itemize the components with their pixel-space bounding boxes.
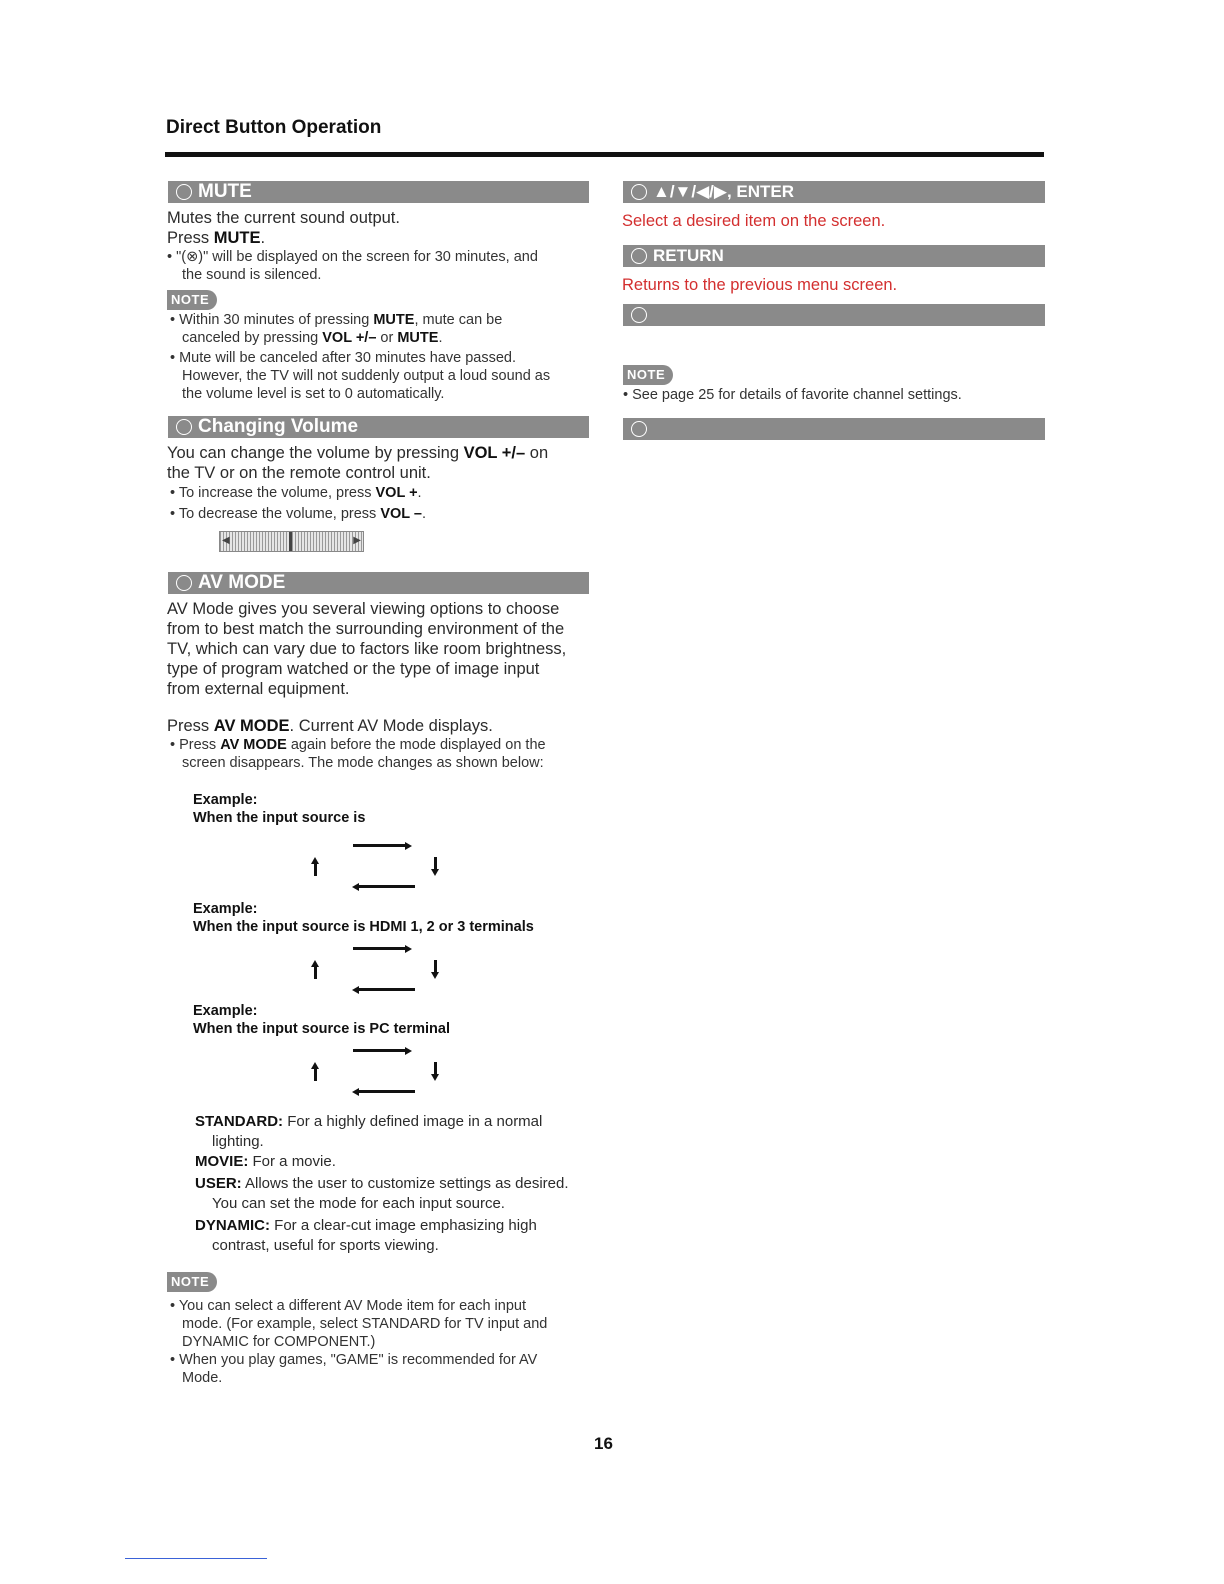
arrowhead-right-icon [405,842,412,850]
blank-section-header-2 [623,418,1045,440]
circle-icon [176,575,192,591]
avmode-press-bullet-cont: screen disappears. The mode changes as shown below: [182,755,544,771]
def-movie [195,1152,336,1172]
cycle-arrow-up [314,1068,317,1081]
volume-section-header [168,416,589,438]
arrowhead-right-icon [405,1047,412,1055]
arrowhead-left-icon [352,986,359,994]
apb-b: AV MODE [220,737,287,753]
avmode-note-line: • When you play games, "GAME" is recommended for AV [170,1352,538,1368]
volume-right-arrow-icon: ▶ [353,535,361,546]
mute-description: Mutes the current sound output. [167,209,400,227]
ap-b: AV MODE [213,717,290,735]
volume-line-2: the TV or on the remote control unit. [167,464,431,482]
favorite-note-text: • See page 25 for details of favorite channel settings. [623,387,962,403]
mute-press-prefix: Press [167,229,214,247]
def-standard [195,1112,542,1132]
enter-description: Select a desired item on the screen. [622,212,886,230]
def-standard-cont: lighting. [212,1133,264,1150]
circle-icon [176,184,192,200]
ap-c: . Current AV Mode displays. [289,717,493,735]
volume-level-bar [219,531,364,552]
arrowhead-right-icon [405,945,412,953]
volume-line-1 [167,443,548,463]
mute-press-line [167,228,265,248]
volume-left-arrow-icon: ◀ [222,535,230,546]
vl1c: on [525,444,549,462]
avmode-para-line: TV, which can vary due to factors like room brightness, [167,640,567,658]
mute-bullet-cont: the sound is silenced. [182,267,322,283]
mute-bullet-line1: " will be displayed on the screen for 30 minutes, and [203,249,538,265]
mute-press-suffix: . [260,229,266,247]
footer-link-underline[interactable] [125,1558,267,1559]
example-caption: When the input source is HDMI 1, 2 or 3 terminals [193,919,534,935]
circle-icon [176,419,192,435]
example-caption: When the input source is PC terminal [193,1021,451,1037]
arrowhead-up-icon [311,857,319,864]
example-label: Example: [193,1003,258,1019]
vb1c: . [417,485,422,501]
avmode-para-line: type of program watched or the type of image input [167,660,540,678]
return-header-label: RETURN [653,246,724,265]
avmode-note-line: • You can select a different AV Mode item for each input [170,1298,526,1314]
vb2c: . [421,506,427,522]
n1a: • Within 30 minutes of pressing [170,312,374,328]
n1g: MUTE [397,330,439,346]
def-text: For a clear-cut image emphasizing high [270,1217,537,1234]
def-dynamic [195,1216,537,1236]
avmode-note-line: DYNAMIC for COMPONENT.) [182,1334,376,1350]
mute-note-1-cont [182,329,442,347]
arrowhead-down-icon [431,1074,439,1081]
mute-section-header [168,181,589,203]
n1e: VOL +/– [322,330,377,346]
n1f: or [376,330,398,346]
example-caption: When the input source is [193,810,366,826]
cycle-arrow-right [353,844,406,847]
apb-c: again before the mode displayed on the [286,737,546,753]
n1b: MUTE [373,312,415,328]
def-dynamic-cont: contrast, useful for sports viewing. [212,1237,439,1254]
blank-section-header [623,304,1045,326]
mute-bullet [167,248,538,266]
arrowhead-left-icon [352,1088,359,1096]
arrowhead-up-icon [311,960,319,967]
circle-icon [631,248,647,264]
avmode-note-badge: NOTE [167,1272,217,1292]
cycle-arrow-left [358,988,415,991]
mute-symbol-icon: (⊗) [181,249,204,265]
favorite-note-badge: NOTE [623,365,673,385]
title-rule [165,152,1044,157]
avmode-header-label: AV MODE [198,572,286,593]
vl1b: VOL +/– [463,444,526,462]
avmode-note-line: mode. (For example, select STANDARD for TV input and [182,1316,548,1332]
avmode-press-line [167,716,493,736]
mute-note-badge: NOTE [167,290,217,310]
n1d: canceled by pressing [182,330,323,346]
return-section-header [623,245,1045,267]
vb1b: VOL + [375,485,418,501]
def-term: USER: [195,1175,242,1192]
vb2b: VOL – [380,506,422,522]
cycle-arrow-up [314,863,317,876]
mute-note-2-cont: However, the TV will not suddenly output a loud sound as [182,368,551,384]
mute-note-2-cont2: the volume level is set to 0 automatically. [182,386,445,402]
avmode-para-line: AV Mode gives you several viewing options to choose [167,600,560,618]
cycle-arrow-left [358,885,415,888]
example-label: Example: [193,792,258,808]
mute-note-1 [170,311,502,329]
volume-level-marker [289,532,292,551]
def-term: DYNAMIC: [195,1217,270,1234]
def-term: STANDARD: [195,1113,284,1130]
def-text: For a movie. [248,1153,336,1170]
enter-header-label: ▲/▼/◀/▶, ENTER [653,182,795,201]
ap-a: Press [167,717,214,735]
def-user-cont: You can set the mode for each input source. [212,1195,505,1212]
vb2a: • To decrease the volume, press [170,506,381,522]
def-text: Allows the user to customize settings as desired. [241,1175,569,1192]
vl1a: You can change the volume by pressing [167,444,464,462]
arrowhead-left-icon [352,883,359,891]
circle-icon [631,421,647,437]
page-title: Direct Button Operation [166,117,382,138]
volume-header-label: Changing Volume [198,416,359,437]
arrowhead-down-icon [431,972,439,979]
avmode-press-bullet [170,736,546,754]
apb-a: • Press [170,737,221,753]
cycle-arrow-right [353,947,406,950]
arrowhead-down-icon [431,869,439,876]
enter-section-header [623,181,1045,203]
def-text: For a highly defined image in a normal [283,1113,543,1130]
avmode-note-line: Mode. [182,1370,223,1386]
mute-bullet-pre: • " [167,249,182,265]
avmode-section-header [168,572,589,594]
example-label: Example: [193,901,258,917]
cycle-arrow-up [314,966,317,979]
circle-icon [631,184,647,200]
page-number: 16 [594,1434,613,1453]
volume-bullet-decrease [170,505,426,523]
n1h: . [438,330,443,346]
n1c: , mute can be [414,312,503,328]
circle-icon [631,307,647,323]
volume-bullet-increase [170,484,422,502]
avmode-para-line: from to best match the surrounding environment of the [167,620,565,638]
cycle-arrow-right [353,1049,406,1052]
vb1a: • To increase the volume, press [170,485,376,501]
avmode-para-line: from external equipment. [167,680,350,698]
def-term: MOVIE: [195,1153,249,1170]
return-description: Returns to the previous menu screen. [622,276,898,294]
arrowhead-up-icon [311,1062,319,1069]
mute-note-2: • Mute will be canceled after 30 minutes have passed. [170,350,517,366]
cycle-arrow-left [358,1090,415,1093]
def-user [195,1174,569,1194]
mute-header-label: MUTE [198,181,252,202]
mute-press-key: MUTE [213,229,261,247]
